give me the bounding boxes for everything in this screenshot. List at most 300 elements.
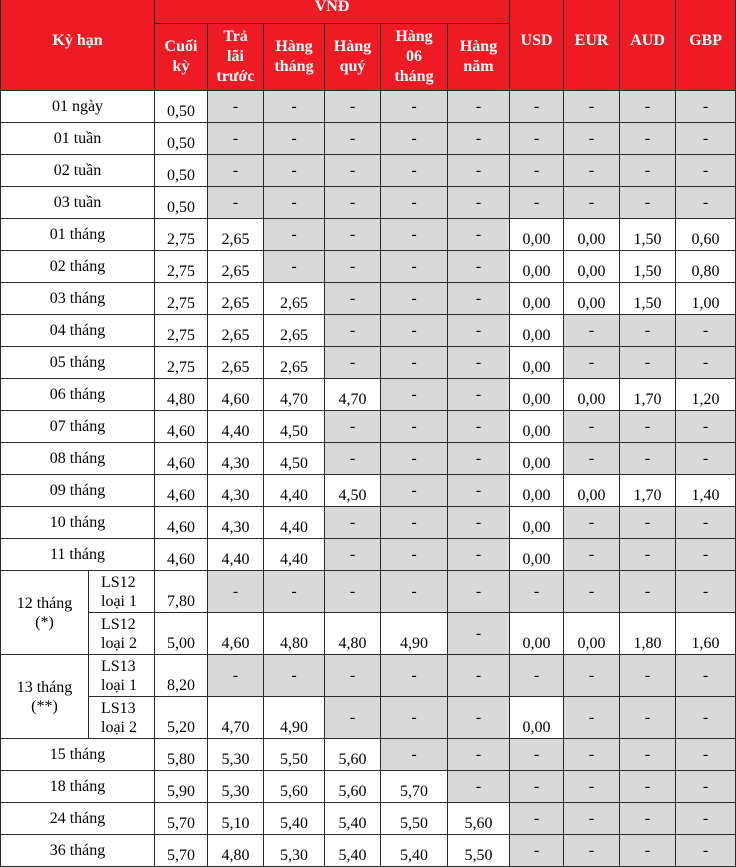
rate-cell: 0,00	[564, 379, 620, 411]
rate-cell: -	[325, 443, 381, 475]
rate-cell: -	[510, 835, 564, 867]
rate-cell: -	[676, 123, 736, 155]
table-row	[1, 571, 736, 613]
rate-cell: 2,65	[208, 347, 264, 379]
rate-cell: 0,00	[510, 613, 564, 655]
rate-cell: 0,00	[510, 411, 564, 443]
rate-cell: 2,65	[208, 315, 264, 347]
rate-cell: -	[564, 655, 620, 697]
rate-cell: -	[448, 123, 510, 155]
term-label: 04 tháng	[1, 315, 155, 347]
rate-cell: 4,40	[264, 539, 325, 571]
rate-cell: 4,90	[264, 697, 325, 739]
rate-cell: -	[564, 739, 620, 771]
term-label: 09 tháng	[1, 475, 155, 507]
table-row	[1, 283, 736, 315]
rate-cell: -	[448, 613, 510, 655]
rate-cell: -	[325, 697, 381, 739]
rate-cell: 2,65	[208, 283, 264, 315]
rate-cell: -	[381, 655, 448, 697]
rate-cell: 0,00	[510, 697, 564, 739]
term-group-note: (**)	[31, 697, 58, 715]
rate-cell: 0,50	[155, 155, 208, 187]
rate-cell: 0,00	[510, 507, 564, 539]
rate-cell: 1,70	[620, 475, 676, 507]
term-label: 02 tuần	[1, 155, 155, 187]
table-row	[1, 475, 736, 507]
table-row	[1, 347, 736, 379]
rate-cell: 5,50	[381, 803, 448, 835]
rate-cell: -	[676, 347, 736, 379]
rate-cell: -	[448, 475, 510, 507]
term-header: Kỳ hạn	[1, 0, 155, 91]
rate-cell: -	[620, 655, 676, 697]
rate-cell: -	[325, 347, 381, 379]
rate-cell: -	[325, 655, 381, 697]
rate-cell: -	[448, 219, 510, 251]
rate-cell: 5,10	[208, 803, 264, 835]
rate-cell: -	[676, 655, 736, 697]
rate-cell: -	[208, 91, 264, 123]
rate-cell: 2,65	[208, 251, 264, 283]
rate-cell: 0,00	[510, 219, 564, 251]
rate-cell: -	[620, 803, 676, 835]
rate-cell: 0,00	[510, 379, 564, 411]
rate-cell: -	[676, 443, 736, 475]
rate-cell: -	[564, 443, 620, 475]
rate-cell: -	[381, 187, 448, 219]
rate-cell: -	[676, 539, 736, 571]
rate-cell: 1,50	[620, 251, 676, 283]
eur-header: EUR	[564, 0, 620, 91]
term-label: 01 tháng	[1, 219, 155, 251]
rate-cell: -	[510, 123, 564, 155]
rate-cell: -	[676, 771, 736, 803]
rate-cell: 4,70	[208, 697, 264, 739]
sub-term-code: LS12	[101, 615, 136, 633]
rate-cell: -	[676, 91, 736, 123]
rate-cell: 4,30	[208, 507, 264, 539]
term-label: 03 tháng	[1, 283, 155, 315]
term-label: 15 tháng	[1, 739, 155, 771]
rate-cell: -	[325, 283, 381, 315]
table-row	[1, 379, 736, 411]
rate-cell: -	[381, 443, 448, 475]
table-row	[1, 539, 736, 571]
rate-cell: 5,40	[325, 835, 381, 867]
rate-cell: -	[208, 155, 264, 187]
rate-cell: 2,65	[264, 315, 325, 347]
table-row	[1, 91, 736, 123]
term-label: 03 tuần	[1, 187, 155, 219]
term-label: 02 tháng	[1, 251, 155, 283]
vnd-header: VNĐ	[155, 0, 510, 24]
rate-cell: 0,50	[155, 123, 208, 155]
rate-cell: -	[264, 91, 325, 123]
rate-cell: -	[325, 315, 381, 347]
rate-cell: 4,50	[264, 443, 325, 475]
rate-cell: -	[325, 251, 381, 283]
table-row	[1, 123, 736, 155]
rate-cell: -	[448, 155, 510, 187]
sub-term-type: loại 2	[101, 634, 137, 652]
term-label: 05 tháng	[1, 347, 155, 379]
rate-cell: 4,80	[155, 379, 208, 411]
term-label: 36 tháng	[1, 835, 155, 867]
term-label: 18 tháng	[1, 771, 155, 803]
sub-term-type: loại 1	[101, 676, 137, 694]
table-row	[1, 507, 736, 539]
term-group-name: 13 tháng	[16, 678, 73, 696]
rate-cell: -	[564, 187, 620, 219]
rate-cell: 2,75	[155, 283, 208, 315]
rate-cell: -	[510, 155, 564, 187]
rate-cell: -	[676, 187, 736, 219]
rate-cell: 0,00	[510, 283, 564, 315]
rate-cell: -	[381, 315, 448, 347]
table-row	[1, 443, 736, 475]
term-label: 24 tháng	[1, 803, 155, 835]
table-row	[1, 613, 736, 655]
rate-cell: 5,70	[155, 835, 208, 867]
rate-cell: -	[381, 379, 448, 411]
rate-cell: -	[564, 155, 620, 187]
rate-cell: -	[264, 187, 325, 219]
aud-header: AUD	[620, 0, 676, 91]
rate-cell: 5,50	[264, 739, 325, 771]
rate-cell: -	[620, 315, 676, 347]
rate-cell: -	[448, 283, 510, 315]
rate-cell: 4,60	[155, 411, 208, 443]
rate-cell: -	[564, 411, 620, 443]
table-row	[1, 697, 736, 739]
rate-cell: -	[676, 155, 736, 187]
rate-cell: -	[448, 739, 510, 771]
sub-term-code: LS13	[101, 657, 136, 675]
rate-cell: -	[381, 219, 448, 251]
rate-cell: 1,50	[620, 219, 676, 251]
rate-cell: -	[325, 187, 381, 219]
rate-cell: -	[564, 697, 620, 739]
rate-cell: -	[264, 155, 325, 187]
rate-cell: -	[564, 123, 620, 155]
rate-cell: -	[620, 697, 676, 739]
rate-cell: -	[448, 539, 510, 571]
rate-cell: -	[264, 123, 325, 155]
rate-cell: 5,70	[155, 803, 208, 835]
rate-cell: 0,00	[510, 539, 564, 571]
rate-cell: 5,30	[208, 739, 264, 771]
rate-cell: 0,00	[564, 251, 620, 283]
rate-cell: -	[510, 803, 564, 835]
rate-cell: -	[448, 697, 510, 739]
rate-cell: -	[448, 443, 510, 475]
rate-cell: 5,60	[448, 803, 510, 835]
rate-cell: -	[448, 411, 510, 443]
rate-cell: -	[448, 347, 510, 379]
table-row	[1, 219, 736, 251]
rate-cell: -	[448, 771, 510, 803]
rate-cell: 1,00	[676, 283, 736, 315]
rate-cell: 2,65	[264, 283, 325, 315]
term-group-label	[1, 571, 89, 655]
term-label: 01 tuần	[1, 123, 155, 155]
rate-cell: 1,40	[676, 475, 736, 507]
rate-cell: 0,00	[510, 251, 564, 283]
rate-cell: 0,00	[510, 347, 564, 379]
rate-cell: -	[381, 411, 448, 443]
rate-cell: 4,50	[325, 475, 381, 507]
rate-cell: -	[325, 539, 381, 571]
rate-cell: -	[381, 283, 448, 315]
rate-cell: -	[325, 219, 381, 251]
rate-cell: -	[208, 187, 264, 219]
rate-cell: -	[510, 91, 564, 123]
rate-table-body	[1, 91, 736, 867]
rate-cell: -	[264, 571, 325, 613]
rate-cell: -	[448, 91, 510, 123]
rate-cell: -	[564, 803, 620, 835]
rate-cell: 1,20	[676, 379, 736, 411]
term-group-note: (*)	[35, 613, 54, 631]
rate-cell: 5,40	[381, 835, 448, 867]
rate-cell: -	[381, 539, 448, 571]
rate-cell: -	[620, 155, 676, 187]
vnd-column-header: Hàng quý	[325, 24, 381, 91]
rate-cell: -	[620, 347, 676, 379]
rate-cell: 2,65	[264, 347, 325, 379]
vnd-column-header: Trả lãi trước	[208, 24, 264, 91]
rate-cell: -	[564, 539, 620, 571]
sub-term-label	[89, 655, 155, 697]
rate-cell: -	[264, 219, 325, 251]
sub-term-type: loại 2	[101, 718, 137, 736]
table-row	[1, 187, 736, 219]
rate-cell: -	[676, 835, 736, 867]
sub-term-code: LS12	[101, 573, 136, 591]
rate-cell: 5,60	[325, 771, 381, 803]
rate-cell: 4,90	[381, 613, 448, 655]
term-group-name: 12 tháng	[16, 594, 73, 612]
rate-cell: -	[381, 347, 448, 379]
rate-cell: -	[564, 571, 620, 613]
table-row	[1, 155, 736, 187]
rate-cell: 7,80	[155, 571, 208, 613]
rate-cell: 4,80	[264, 613, 325, 655]
rate-cell: 2,75	[155, 315, 208, 347]
rate-cell: -	[381, 91, 448, 123]
rate-cell: 4,40	[264, 475, 325, 507]
rate-cell: -	[620, 571, 676, 613]
rate-cell: -	[381, 251, 448, 283]
rate-cell: -	[325, 571, 381, 613]
rate-cell: 1,80	[620, 613, 676, 655]
term-label: 01 ngày	[1, 91, 155, 123]
rate-cell: -	[620, 771, 676, 803]
term-label: 06 tháng	[1, 379, 155, 411]
rate-cell: -	[620, 443, 676, 475]
rate-cell: 2,75	[155, 219, 208, 251]
vnd-column-header: Cuối kỳ	[155, 24, 208, 91]
rate-cell: 5,60	[264, 771, 325, 803]
rate-cell: 4,40	[208, 411, 264, 443]
rate-cell: -	[676, 697, 736, 739]
rate-cell: -	[448, 655, 510, 697]
table-row	[1, 771, 736, 803]
rate-cell: -	[381, 571, 448, 613]
rate-cell: -	[564, 835, 620, 867]
rate-cell: 0,00	[510, 475, 564, 507]
rate-cell: 4,50	[264, 411, 325, 443]
rate-cell: -	[676, 507, 736, 539]
rate-cell: 4,60	[155, 443, 208, 475]
rate-cell: 4,60	[155, 507, 208, 539]
rate-cell: 0,00	[564, 283, 620, 315]
rate-cell: -	[264, 251, 325, 283]
rate-cell: 5,50	[448, 835, 510, 867]
rate-cell: -	[620, 411, 676, 443]
rate-cell: 0,80	[676, 251, 736, 283]
table-row	[1, 251, 736, 283]
rate-cell: 5,40	[264, 803, 325, 835]
rate-cell: 0,50	[155, 187, 208, 219]
rate-cell: 4,60	[155, 475, 208, 507]
rate-cell: 8,20	[155, 655, 208, 697]
rate-cell: -	[208, 123, 264, 155]
rate-cell: -	[620, 91, 676, 123]
rate-cell: -	[564, 507, 620, 539]
rate-cell: -	[676, 739, 736, 771]
rate-cell: 1,70	[620, 379, 676, 411]
term-label: 08 tháng	[1, 443, 155, 475]
rate-cell: -	[676, 571, 736, 613]
table-row	[1, 803, 736, 835]
rate-cell: 0,00	[510, 443, 564, 475]
rate-cell: 4,30	[208, 443, 264, 475]
sub-term-code: LS13	[101, 699, 136, 717]
rate-cell: -	[676, 315, 736, 347]
table-row	[1, 655, 736, 697]
rate-cell: -	[381, 697, 448, 739]
rate-cell: 2,65	[208, 219, 264, 251]
rate-cell: -	[448, 571, 510, 613]
rate-cell: -	[510, 571, 564, 613]
rate-cell: -	[448, 379, 510, 411]
rate-cell: 1,50	[620, 283, 676, 315]
rate-cell: -	[620, 539, 676, 571]
rate-cell: 0,00	[510, 315, 564, 347]
rate-cell: -	[448, 507, 510, 539]
rate-cell: 4,60	[155, 539, 208, 571]
rate-cell: 2,75	[155, 251, 208, 283]
rate-cell: 4,40	[208, 539, 264, 571]
rate-cell: -	[381, 739, 448, 771]
rate-cell: -	[676, 803, 736, 835]
table-row	[1, 739, 736, 771]
rate-cell: -	[208, 571, 264, 613]
rate-cell: -	[381, 507, 448, 539]
sub-term-label	[89, 571, 155, 613]
rate-cell: 5,60	[325, 739, 381, 771]
rate-cell: -	[620, 187, 676, 219]
rate-cell: -	[264, 655, 325, 697]
rate-cell: 5,80	[155, 739, 208, 771]
rate-cell: 0,60	[676, 219, 736, 251]
rate-cell: 1,60	[676, 613, 736, 655]
table-row	[1, 315, 736, 347]
usd-header: USD	[510, 0, 564, 91]
rate-cell: -	[620, 507, 676, 539]
rate-cell: -	[564, 347, 620, 379]
vnd-column-header: Hàng năm	[448, 24, 510, 91]
rate-cell: -	[448, 251, 510, 283]
term-label: 07 tháng	[1, 411, 155, 443]
term-label: 11 tháng	[1, 539, 155, 571]
table-row	[1, 411, 736, 443]
rate-cell: 0,00	[564, 613, 620, 655]
rate-cell: -	[510, 771, 564, 803]
rate-cell: -	[381, 123, 448, 155]
rate-cell: -	[325, 123, 381, 155]
rate-cell: 4,40	[264, 507, 325, 539]
rate-cell: 4,60	[208, 613, 264, 655]
rate-cell: -	[325, 411, 381, 443]
rate-cell: -	[620, 739, 676, 771]
rate-cell: -	[208, 655, 264, 697]
term-group-label	[1, 655, 89, 739]
rate-cell: -	[381, 155, 448, 187]
rate-cell: -	[564, 91, 620, 123]
rate-cell: 2,75	[155, 347, 208, 379]
rate-cell: 5,30	[264, 835, 325, 867]
rate-cell: 4,80	[325, 613, 381, 655]
sub-term-label	[89, 697, 155, 739]
rate-cell: -	[676, 411, 736, 443]
rate-cell: -	[325, 507, 381, 539]
table-row	[1, 835, 736, 867]
rate-cell: 5,20	[155, 697, 208, 739]
rate-cell: -	[381, 475, 448, 507]
term-label: 10 tháng	[1, 507, 155, 539]
rate-cell: 5,40	[325, 803, 381, 835]
rate-cell: 5,90	[155, 771, 208, 803]
rate-cell: 5,00	[155, 613, 208, 655]
rate-cell: 0,50	[155, 91, 208, 123]
rate-cell: -	[510, 187, 564, 219]
rate-cell: 4,80	[208, 835, 264, 867]
rate-cell: 5,70	[381, 771, 448, 803]
rate-cell: -	[325, 91, 381, 123]
rate-cell: -	[620, 835, 676, 867]
rate-cell: -	[448, 187, 510, 219]
vnd-column-header: Hàng tháng	[264, 24, 325, 91]
rate-cell: -	[325, 155, 381, 187]
rate-cell: 4,30	[208, 475, 264, 507]
gbp-header: GBP	[676, 0, 736, 91]
rate-cell: 4,60	[208, 379, 264, 411]
vnd-column-header: Hàng 06 tháng	[381, 24, 448, 91]
rate-cell: -	[564, 315, 620, 347]
rate-cell: 0,00	[564, 219, 620, 251]
sub-term-label	[89, 613, 155, 655]
rate-cell: -	[564, 771, 620, 803]
rate-cell: 4,70	[264, 379, 325, 411]
rate-cell: -	[510, 739, 564, 771]
rate-cell: -	[448, 315, 510, 347]
rate-cell: -	[510, 655, 564, 697]
rate-cell: 0,00	[564, 475, 620, 507]
sub-term-type: loại 1	[101, 592, 137, 610]
